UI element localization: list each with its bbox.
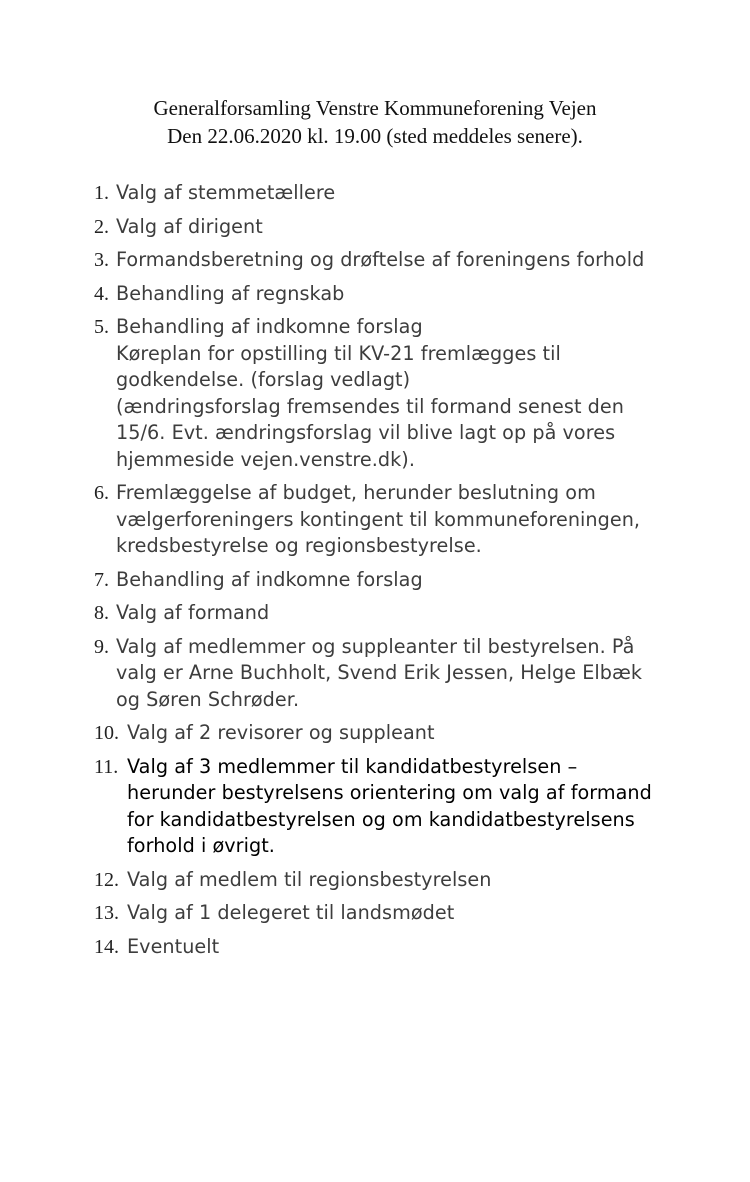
header-date-line: Den 22.06.2020 kl. 19.00 (sted meddeles senere). [167,124,583,148]
agenda-item-2 [94,214,734,241]
header-title: Generalforsamling Venstre Kommuneforening Vejen [153,96,597,120]
agenda-item-line: 15/6. Evt. ændringsforslag vil blive lagt op på vores [116,421,616,444]
agenda-item-line: Valg af medlem til regionsbestyrelsen [127,867,492,891]
agenda-item-line: Valg af 3 medlemmer til kandidatbestyrelsen – [127,754,578,778]
agenda-item-line: herunder bestyrelsens orientering om valg af formand [127,781,652,804]
agenda-item-line: Formandsberetning og drøftelse af foreningens forhold [116,248,645,271]
agenda-item-12 [94,867,734,894]
agenda-item-11 [94,754,734,860]
agenda-item-3 [94,247,734,274]
agenda-item-line: Valg af stemmetællere [116,181,336,204]
agenda-item-text [127,754,652,860]
agenda-item-number: 11. [94,755,119,778]
agenda-item-1 [94,180,734,207]
agenda-item-number: 2. [94,215,109,238]
agenda-item-line: Valg af formand [116,601,270,624]
agenda-item-number: 4. [94,282,109,305]
agenda-item-number: 3. [94,249,109,271]
agenda-item-number: 7. [94,568,109,591]
agenda-item-text [116,214,263,241]
agenda-item-text [116,634,642,714]
agenda-item-text [116,600,269,627]
agenda-item-number: 5. [94,316,109,338]
agenda-item-line: godkendelse. (forslag vedlagt) [116,368,411,391]
agenda-list [94,180,734,967]
agenda-item-line: Valg af 2 revisorer og suppleant [127,721,435,744]
agenda-item-number: 12. [94,868,119,891]
agenda-item-line: Eventuelt [127,934,220,958]
agenda-item-line: og Søren Schrøder. [116,687,300,711]
agenda-item-line: valg er Arne Buchholt, Svend Erik Jessen, Helge Elbæk [116,661,643,684]
agenda-item-text [116,314,624,473]
agenda-item-line: Valg af 1 delegeret til landsmødet [127,901,455,924]
agenda-item-line: Behandling af indkomne forslag [116,315,423,338]
agenda-item-text [116,567,423,594]
agenda-item-line: forhold i øvrigt. [127,834,275,857]
agenda-item-number: 1. [94,182,109,204]
agenda-item-number: 13. [94,902,119,924]
agenda-item-line: kredsbestyrelse og regionsbestyrelse. [116,534,482,557]
agenda-item-5 [94,314,734,473]
agenda-item-6 [94,480,734,560]
agenda-item-10 [94,720,734,747]
agenda-item-line: Valg af medlemmer og suppleanter til bestyrelsen. På [116,634,635,658]
agenda-item-text [116,180,335,207]
agenda-item-text [127,867,491,894]
agenda-item-number: 6. [94,482,109,504]
agenda-item-text [127,934,219,961]
agenda-item-text [127,720,435,747]
agenda-item-line: for kandidatbestyrelsen og om kandidatbestyrelsens [127,807,635,831]
document-header [0,94,750,150]
agenda-item-text [116,480,640,560]
agenda-item-line: hjemmeside vejen.venstre.dk). [116,447,415,471]
agenda-item-line: (ændringsforslag fremsendes til formand senest den [116,394,624,418]
agenda-item-14 [94,934,734,961]
agenda-item-number: 14. [94,935,119,958]
agenda-item-text [127,900,454,927]
agenda-item-number: 10. [94,722,119,744]
agenda-item-4 [94,281,734,308]
agenda-item-number: 8. [94,602,109,624]
agenda-item-line: Køreplan for opstilling til KV-21 fremlægges til [116,341,561,365]
agenda-item-text [116,281,344,308]
agenda-item-7 [94,567,734,594]
agenda-item-line: Behandling af regnskab [116,281,345,305]
agenda-item-line: Fremlæggelse af budget, herunder beslutning om [116,481,596,504]
agenda-item-number: 9. [94,635,109,658]
agenda-item-line: Valg af dirigent [116,214,263,238]
agenda-item-line: vælgerforeningers kontingent til kommuneforeningen, [116,507,641,531]
agenda-item-13 [94,900,734,927]
agenda-item-line: Behandling af indkomne forslag [116,567,423,591]
agenda-item-text [116,247,644,274]
agenda-item-8 [94,600,734,627]
agenda-item-9 [94,634,734,714]
